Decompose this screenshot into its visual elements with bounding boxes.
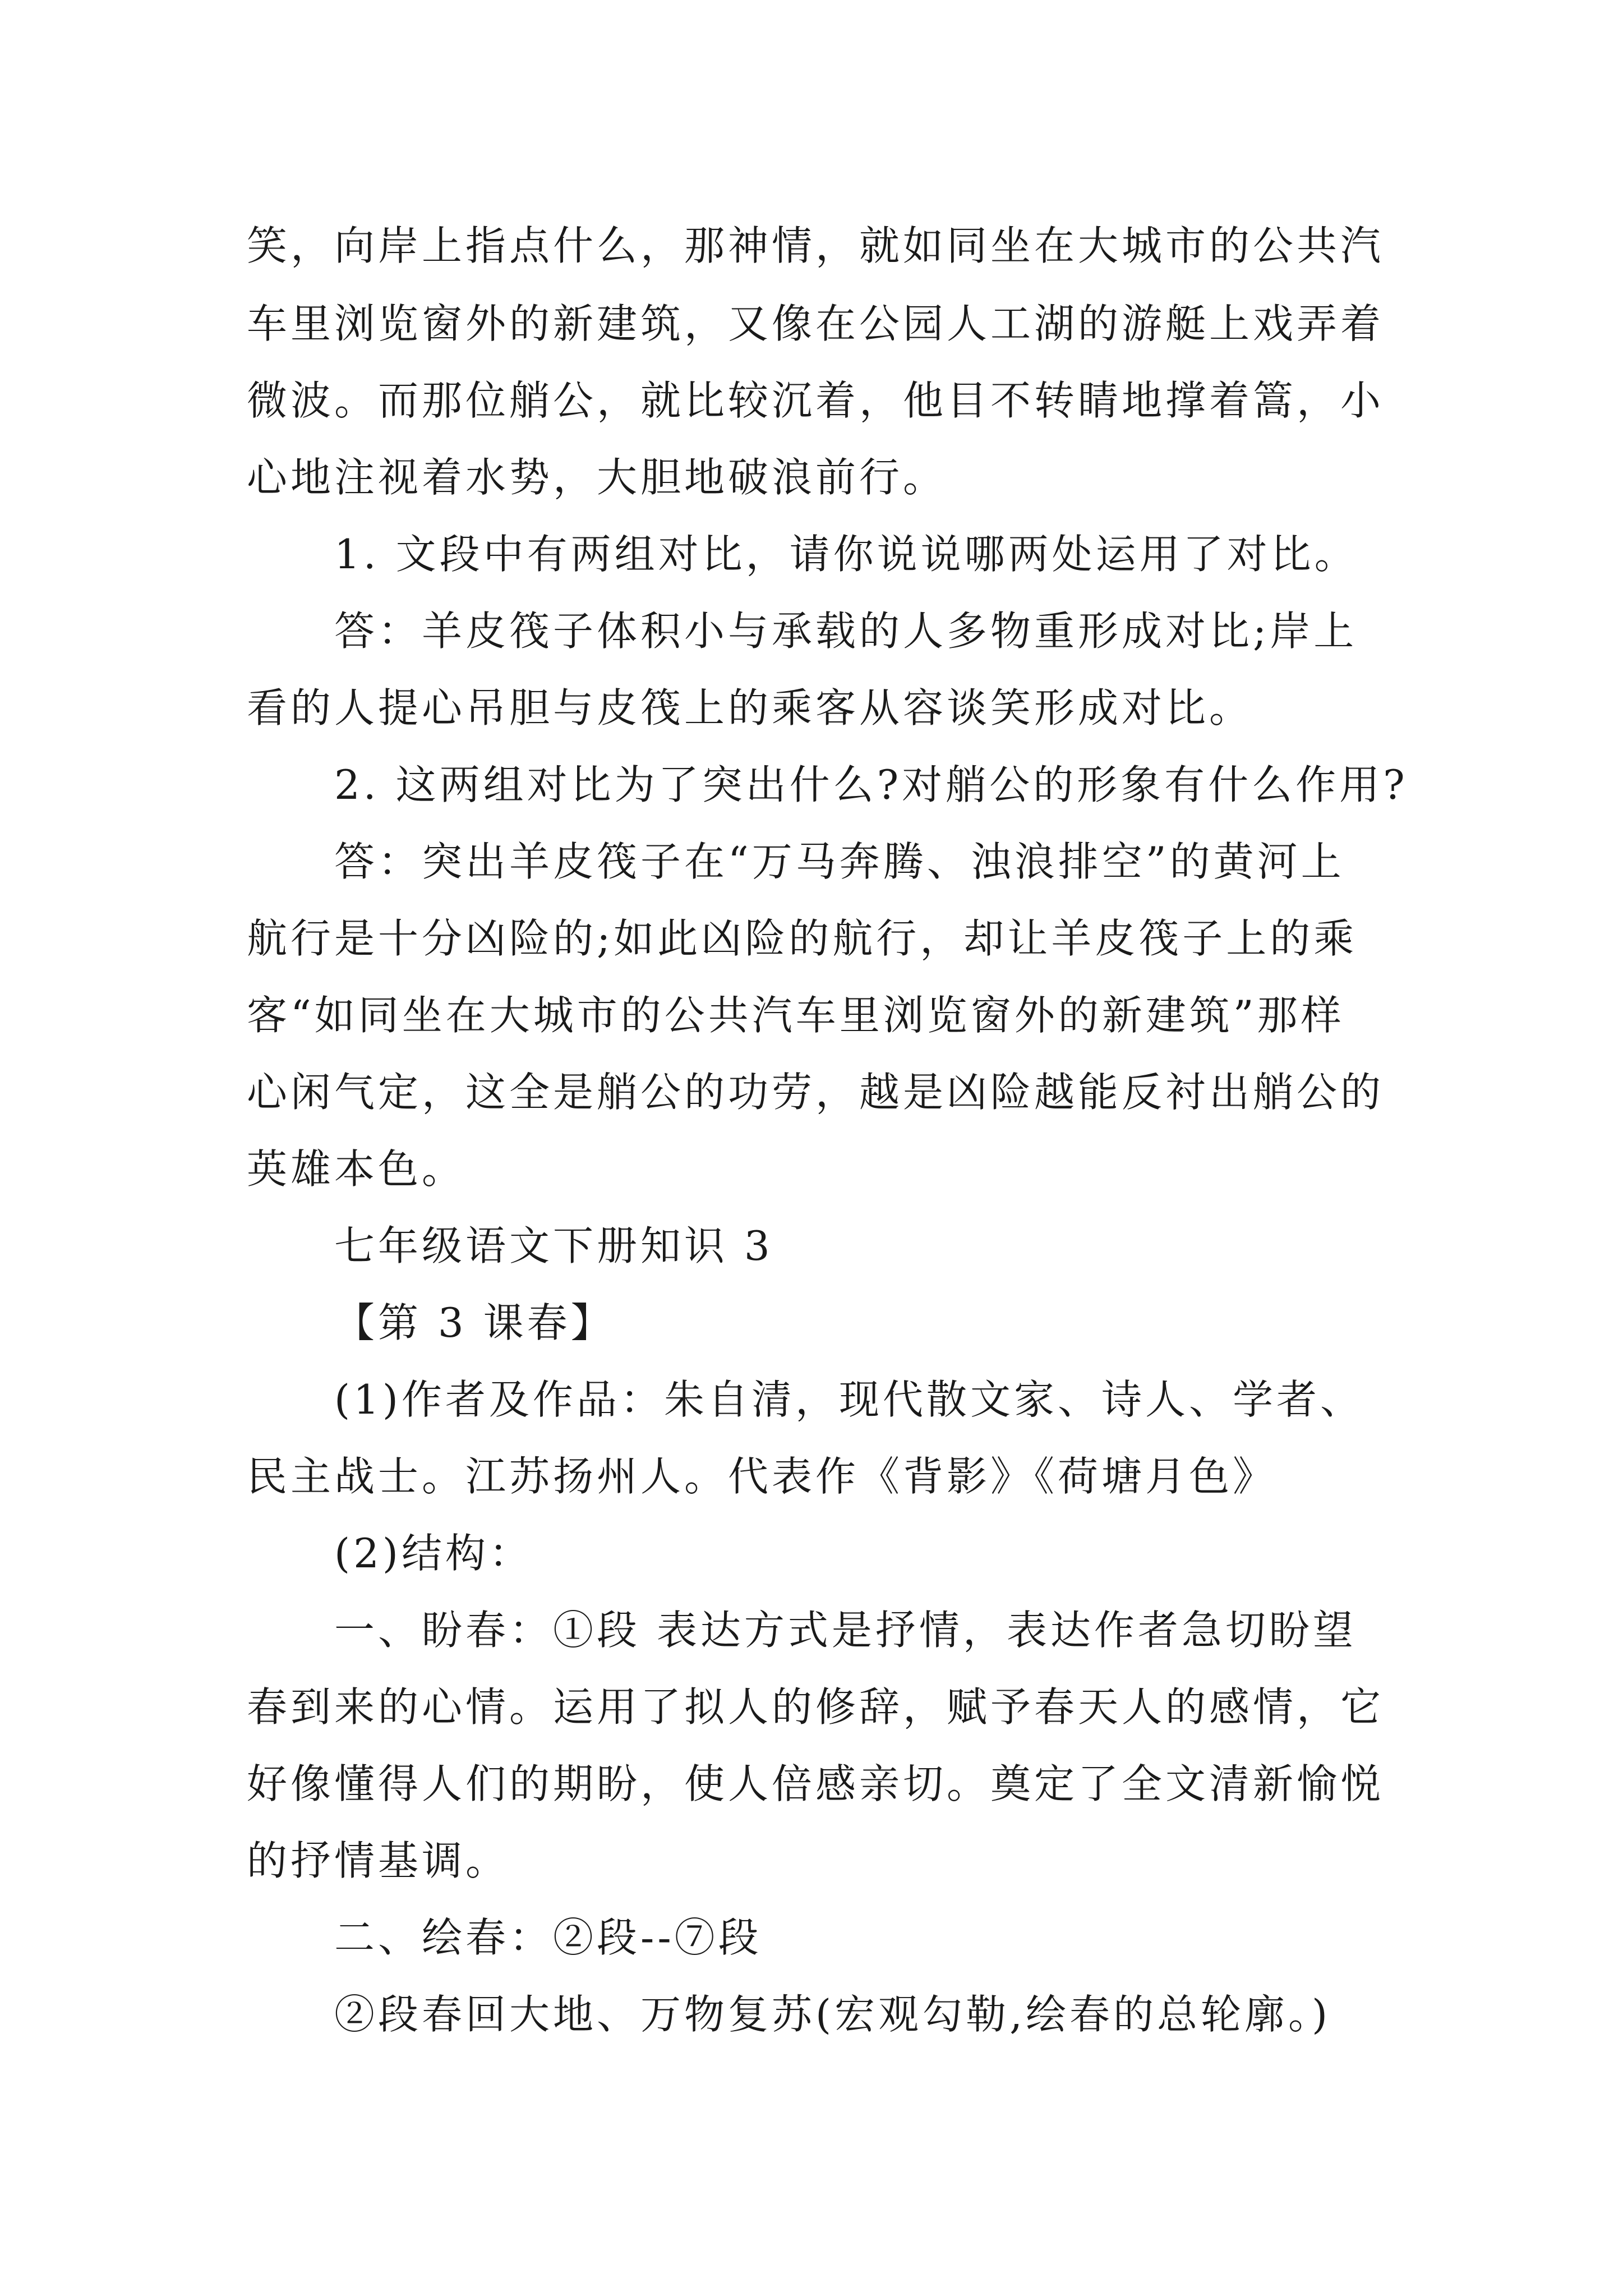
text-line: 英雄本色。 xyxy=(247,1145,466,1193)
text-line: 春到来的心情。运用了拟人的修辞，赋予春天人的感情，它 xyxy=(247,1683,1385,1731)
text-line: 二、绘春：②段--⑦段 xyxy=(334,1914,762,1961)
text-line: 笑，向岸上指点什么，那神情，就如同坐在大城市的公共汽 xyxy=(247,222,1385,269)
question-line: 1. 文段中有两组对比，请你说说哪两处运用了对比。 xyxy=(334,531,1358,578)
text-line: 一、盼春：①段 表达方式是抒情，表达作者急切盼望 xyxy=(334,1607,1357,1654)
text-line: 心闲气定，这全是艄公的功劳，越是凶险越能反衬出艄公的 xyxy=(247,1069,1385,1116)
text-line: 微波。而那位艄公，就比较沉着，他目不转睛地撑着篙，小 xyxy=(247,377,1385,424)
text-line: (1)作者及作品：朱自清，现代散文家、诗人、学者、 xyxy=(334,1376,1364,1423)
text-line: ②段春回大地、万物复苏(宏观勾勒,绘春的总轮廓。) xyxy=(334,1991,1331,2038)
text-line: 心地注视着水势，大胆地破浪前行。 xyxy=(247,454,947,501)
text-line: 民主战士。江苏扬州人。代表作《背影》《荷塘月色》 xyxy=(247,1453,1277,1500)
answer-line: 答：羊皮筏子体积小与承载的人多物重形成对比;岸上 xyxy=(334,608,1358,655)
lesson-heading: 【第 3 课春】 xyxy=(334,1299,615,1346)
text-line: 看的人提心吊胆与皮筏上的乘客从容谈笑形成对比。 xyxy=(247,684,1253,731)
text-line: 好像懂得人们的期盼，使人倍感亲切。奠定了全文清新愉悦 xyxy=(247,1760,1385,1807)
answer-line: 答：突出羊皮筏子在“万马奔腾、浊浪排空”的黄河上 xyxy=(334,838,1345,885)
text-line: 车里浏览窗外的新建筑，又像在公园人工湖的游艇上戏弄着 xyxy=(247,300,1385,347)
section-heading: 七年级语文下册知识 3 xyxy=(334,1222,773,1269)
text-line: 客“如同坐在大城市的公共汽车里浏览窗外的新建筑”那样 xyxy=(247,992,1345,1039)
text-line: (2)结构： xyxy=(334,1530,533,1577)
text-line: 航行是十分凶险的;如此凶险的航行，却让羊皮筏子上的乘 xyxy=(247,915,1358,962)
question-line: 2. 这两组对比为了突出什么?对艄公的形象有什么作用? xyxy=(334,761,1408,808)
text-line: 的抒情基调。 xyxy=(247,1837,510,1884)
